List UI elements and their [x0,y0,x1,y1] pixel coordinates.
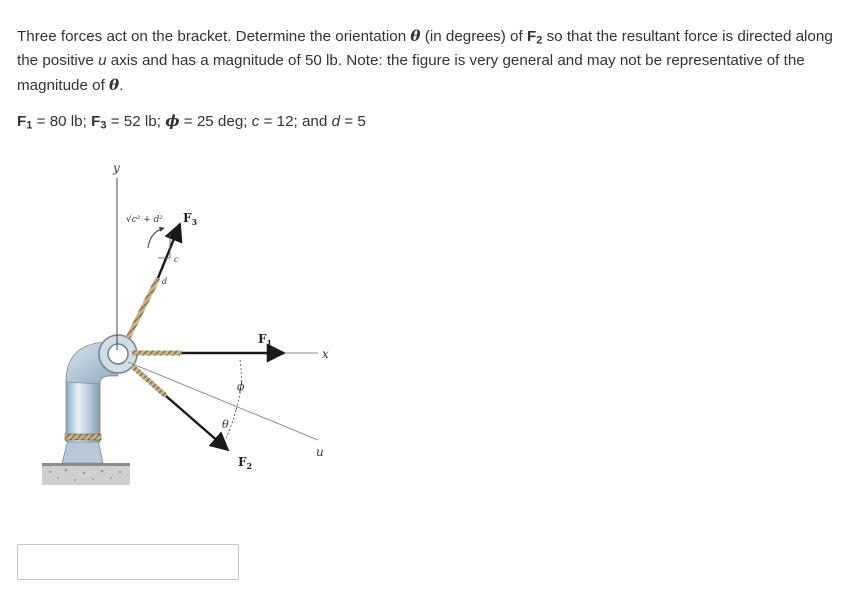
f3-given-symbol [91,113,106,130]
f3-force [128,224,180,338]
answer-input[interactable] [17,544,239,580]
f3-arrow [158,224,180,278]
problem-text-part2: (in degrees) of [424,28,523,45]
theta-symbol-2: θ [109,76,120,94]
problem-end-period: . [119,77,124,94]
phi-label: ϕ [237,380,245,393]
d-label: d [162,277,168,286]
d-given-letter: d [331,113,341,130]
f3-given-letter: F [91,113,101,130]
problem-text-part3: so that the resultant force is directed along the positive [17,28,833,69]
f3-given-sub: 3 [100,119,107,132]
problem-text [17,24,847,98]
f1-given-letter: F [17,113,27,130]
u-axis-label: u [316,445,324,459]
y-axis-label: y [113,161,120,175]
phi-given-symbol: ϕ [165,112,180,130]
bracket-force-diagram [30,150,370,495]
f3-given-value: = 52 lb; [110,113,161,130]
f2-symbol [527,28,542,45]
given-values [17,109,366,134]
phi-given-value: = 25 deg; [183,113,248,130]
f1-given-sub: 1 [26,119,33,132]
f2-subscript: 2 [536,34,543,47]
problem-text-part1: Three forces act on the bracket. Determine the orientation [17,28,407,45]
hypotenuse-label: √c² + d² [126,215,164,225]
u-axis-symbol: u [98,52,107,69]
c-label: c [174,255,179,264]
c-given-letter: c [251,113,260,130]
x-axis-label: x [322,347,329,361]
c-given-value: = 12; and [263,113,328,130]
f1-given-value: = 80 lb; [36,113,87,130]
d-given-value: = 5 [344,113,366,130]
f3-label: $F_3$ [183,211,198,227]
f1-label: $F_1$ [258,332,273,348]
problem-text-part4: axis and has a magnitude of 50 lb. Note: the figure is very general and may not be representative of the magnitude of [17,52,805,94]
theta-label: θ [222,418,229,431]
f2-arrow [166,396,228,450]
problem-statement [17,24,847,98]
f2-label: $F_2$ [238,455,253,471]
f1-given-symbol [17,113,32,130]
f2-force [132,366,228,450]
theta-symbol: θ [410,27,421,45]
f2-letter: F [526,28,537,45]
ground-base [42,463,130,485]
f3-cable [128,278,158,338]
